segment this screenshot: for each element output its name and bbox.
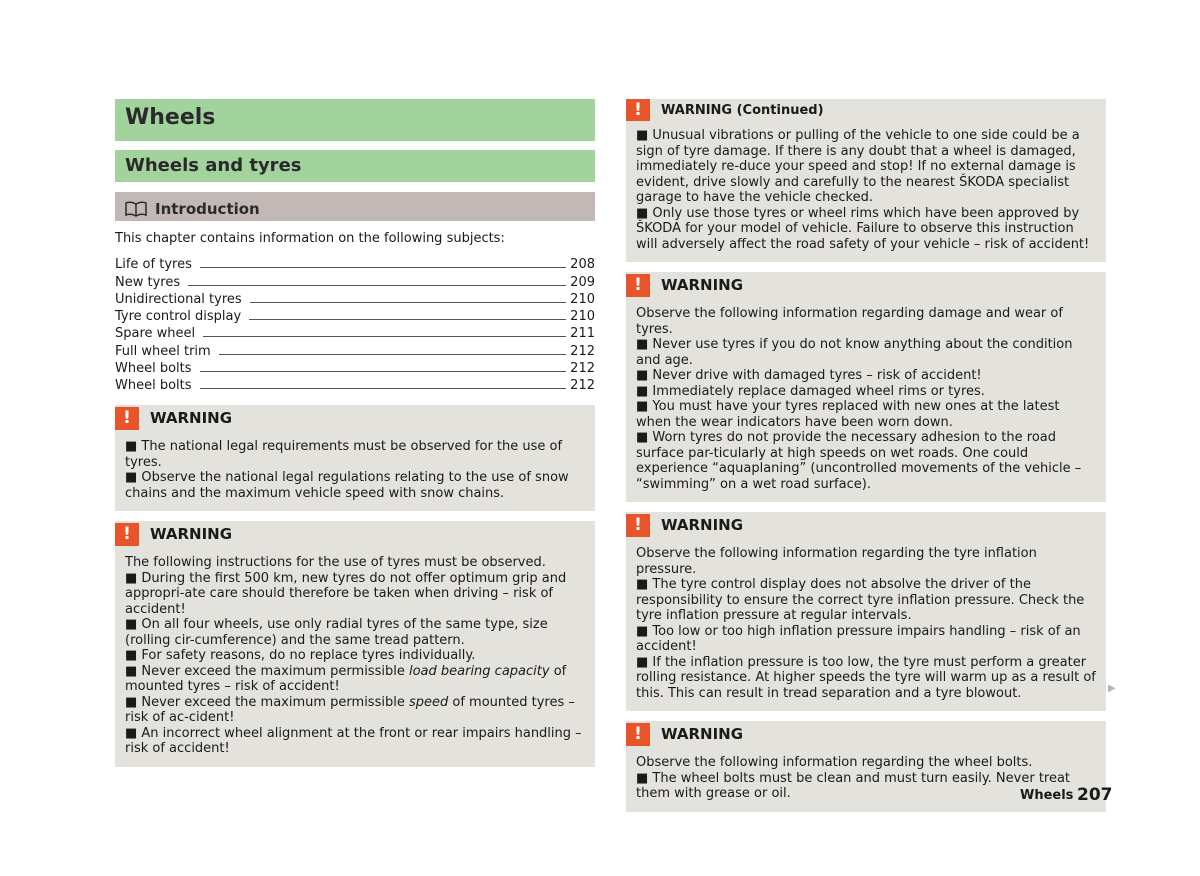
warning-emphasis: load bearing capacity [408, 663, 550, 679]
warning-emphasis: speed [408, 694, 449, 710]
warning-line: ■ If the inflation pressure is too low, the tyre must perform a greater rolling resistance. At higher speeds the tyre will warm up as a result of this. This can result in tread separation and a tyre blowout. [636, 654, 1096, 701]
warning-body [125, 439, 585, 501]
toc-item[interactable] [115, 272, 595, 289]
toc-label: Tyre control display [115, 309, 242, 325]
toc-page: 211 [570, 326, 595, 342]
warning-line: ■ Never use tyres if you do not know anything about the condition and age. [636, 337, 1073, 368]
right-column [626, 99, 1106, 812]
toc-leader [249, 319, 566, 320]
warning-line: Observe the following information regarding the tyre inflation pressure. [636, 546, 1037, 577]
warning-line: ■ During the first 500 km, new tyres do not offer optimum grip and appropri-ate care should therefore be taken when driving – risk of accident! [125, 570, 567, 617]
warning-line: ■ You must have your tyres replaced with new ones at the latest when the wear indicators have been worn down. [636, 399, 1060, 430]
toc-leader [250, 302, 567, 303]
warning-body [636, 128, 1096, 252]
toc-label: Unidirectional tyres [115, 291, 242, 307]
toc-item[interactable] [115, 376, 595, 393]
warning-title: WARNING [661, 276, 744, 294]
toc-page: 212 [570, 361, 595, 377]
toc-label: Wheel bolts [115, 361, 192, 377]
warning-line: ■ Observe the national legal regulations relating to the use of snow chains and the maximum vehicle speed with snow chains. [125, 470, 569, 501]
toc-item[interactable] [115, 359, 595, 376]
warning-line: ■ Never drive with damaged tyres – risk of accident! [636, 368, 982, 383]
warning-text: ■ Never exceed the maximum permissible [125, 694, 409, 710]
warning-body [636, 546, 1096, 701]
warning-header [626, 512, 1096, 538]
warning-line [125, 695, 585, 726]
toc-item[interactable] [115, 324, 595, 341]
toc-page: 208 [570, 257, 595, 273]
warning-title: WARNING [661, 516, 744, 534]
warning-title: WARNING (Continued) [661, 102, 824, 118]
warning-title: WARNING [150, 525, 233, 544]
warning-icon: ! [115, 407, 139, 430]
book-icon [125, 201, 147, 217]
warning-box [115, 521, 595, 767]
warning-line: ■ Only use those tyres or wheel rims which have been approved by ŠKODA for your model of vehicle. Failure to observe this instruction will adversely affect the road safety of your vehicle – risk of accident! [636, 205, 1090, 252]
toc-leader [188, 285, 566, 286]
warning-line: Observe the following information regarding the wheel bolts. [636, 755, 1033, 770]
warning-header [115, 521, 585, 547]
warning-line: Observe the following information regarding damage and wear of tyres. [636, 306, 1063, 337]
warning-text: of mounted tyres – risk of ac-cident! [125, 694, 575, 726]
toc-item[interactable] [115, 341, 595, 358]
subsection-title: Introduction [155, 200, 260, 218]
warning-icon: ! [626, 514, 650, 537]
warning-title: WARNING [661, 725, 744, 743]
warning-line: ■ An incorrect wheel alignment at the front or rear impairs handling – risk of accident! [125, 725, 582, 757]
warning-line: ■ For safety reasons, do no replace tyres individually. [125, 648, 476, 664]
page-number: 207 [1077, 785, 1113, 805]
warning-body [125, 555, 585, 757]
warning-line: ■ Unusual vibrations or pulling of the vehicle to one side could be a sign of tyre damage. If there is any doubt that a wheel is damaged, immediately re-duce your speed and stop! If no external damage is evident, drive slowly and carefully to the nearest ŠKODA specialist garage to have the vehicle checked. [636, 128, 1080, 205]
warning-line: ■ Immediately replace damaged wheel rims or tyres. [636, 383, 985, 399]
toc-leader [200, 371, 567, 372]
toc-leader [200, 267, 566, 268]
warning-box [626, 272, 1106, 502]
toc-item[interactable] [115, 255, 595, 272]
warning-header [115, 405, 585, 431]
warning-icon: ! [626, 723, 650, 746]
warning-text: ■ Never exceed the maximum permissible [125, 663, 409, 679]
warning-line: ■ Worn tyres do not provide the necessary adhesion to the road surface par-ticularly at high speeds on wet roads. One could experience “aquaplaning” (uncontrolled movements of the vehicle – “swimming” on a wet road surface). [636, 430, 1082, 492]
toc-leader [219, 354, 566, 355]
toc-label: Life of tyres [115, 257, 192, 273]
toc-page: 209 [570, 274, 595, 290]
warning-header [626, 272, 1096, 298]
warning-icon: ! [626, 99, 650, 121]
table-of-contents [115, 255, 595, 393]
warning-line [125, 664, 585, 695]
chapter-title: Wheels [115, 99, 595, 141]
warning-line: ■ The wheel bolts must be clean and must turn easily. Never treat them with grease or oil. [636, 770, 1071, 801]
warning-title: WARNING [150, 409, 233, 428]
section-title: Wheels and tyres [115, 150, 595, 182]
toc-label: Wheel bolts [115, 378, 192, 394]
toc-item[interactable] [115, 307, 595, 324]
warning-header [626, 721, 1096, 747]
warning-box [626, 512, 1106, 711]
warning-line: ■ The tyre control display does not absolve the driver of the responsibility to ensure the correct tyre inflation pressure. Check the tyre inflation pressure at regular intervals. [636, 577, 1085, 623]
warning-box [115, 405, 595, 511]
toc-label: Full wheel trim [115, 343, 211, 359]
warning-header [626, 99, 1096, 121]
warning-line: ■ Too low or too high inflation pressure impairs handling – risk of an accident! [636, 623, 1081, 654]
warning-text: of mounted tyres – risk of accident! [125, 663, 567, 695]
toc-leader [203, 336, 566, 337]
subsection-heading [115, 192, 595, 221]
toc-label: Spare wheel [115, 326, 196, 342]
footer-chapter-label: Wheels [1020, 788, 1074, 803]
warning-line: ■ On all four wheels, use only radial tyres of the same type, size (rolling cir-cumference) and the same tread pattern. [125, 617, 548, 648]
warning-line: The following instructions for the use of tyres must be observed. [125, 555, 546, 571]
warning-body [636, 306, 1096, 492]
intro-text: This chapter contains information on the following subjects: [115, 231, 505, 246]
left-column [115, 99, 595, 767]
warning-box [626, 99, 1106, 262]
toc-page: 212 [570, 378, 595, 394]
toc-page: 212 [570, 343, 595, 359]
toc-label: New tyres [115, 274, 181, 290]
warning-icon: ! [626, 274, 650, 297]
warning-icon: ! [115, 523, 139, 546]
toc-page: 210 [570, 291, 595, 307]
next-page-arrow-icon[interactable]: ▶ [1108, 683, 1116, 694]
toc-leader [200, 388, 567, 389]
toc-item[interactable] [115, 290, 595, 307]
warning-line: ■ The national legal requirements must be observed for the use of tyres. [125, 439, 563, 470]
toc-page: 210 [570, 309, 595, 325]
